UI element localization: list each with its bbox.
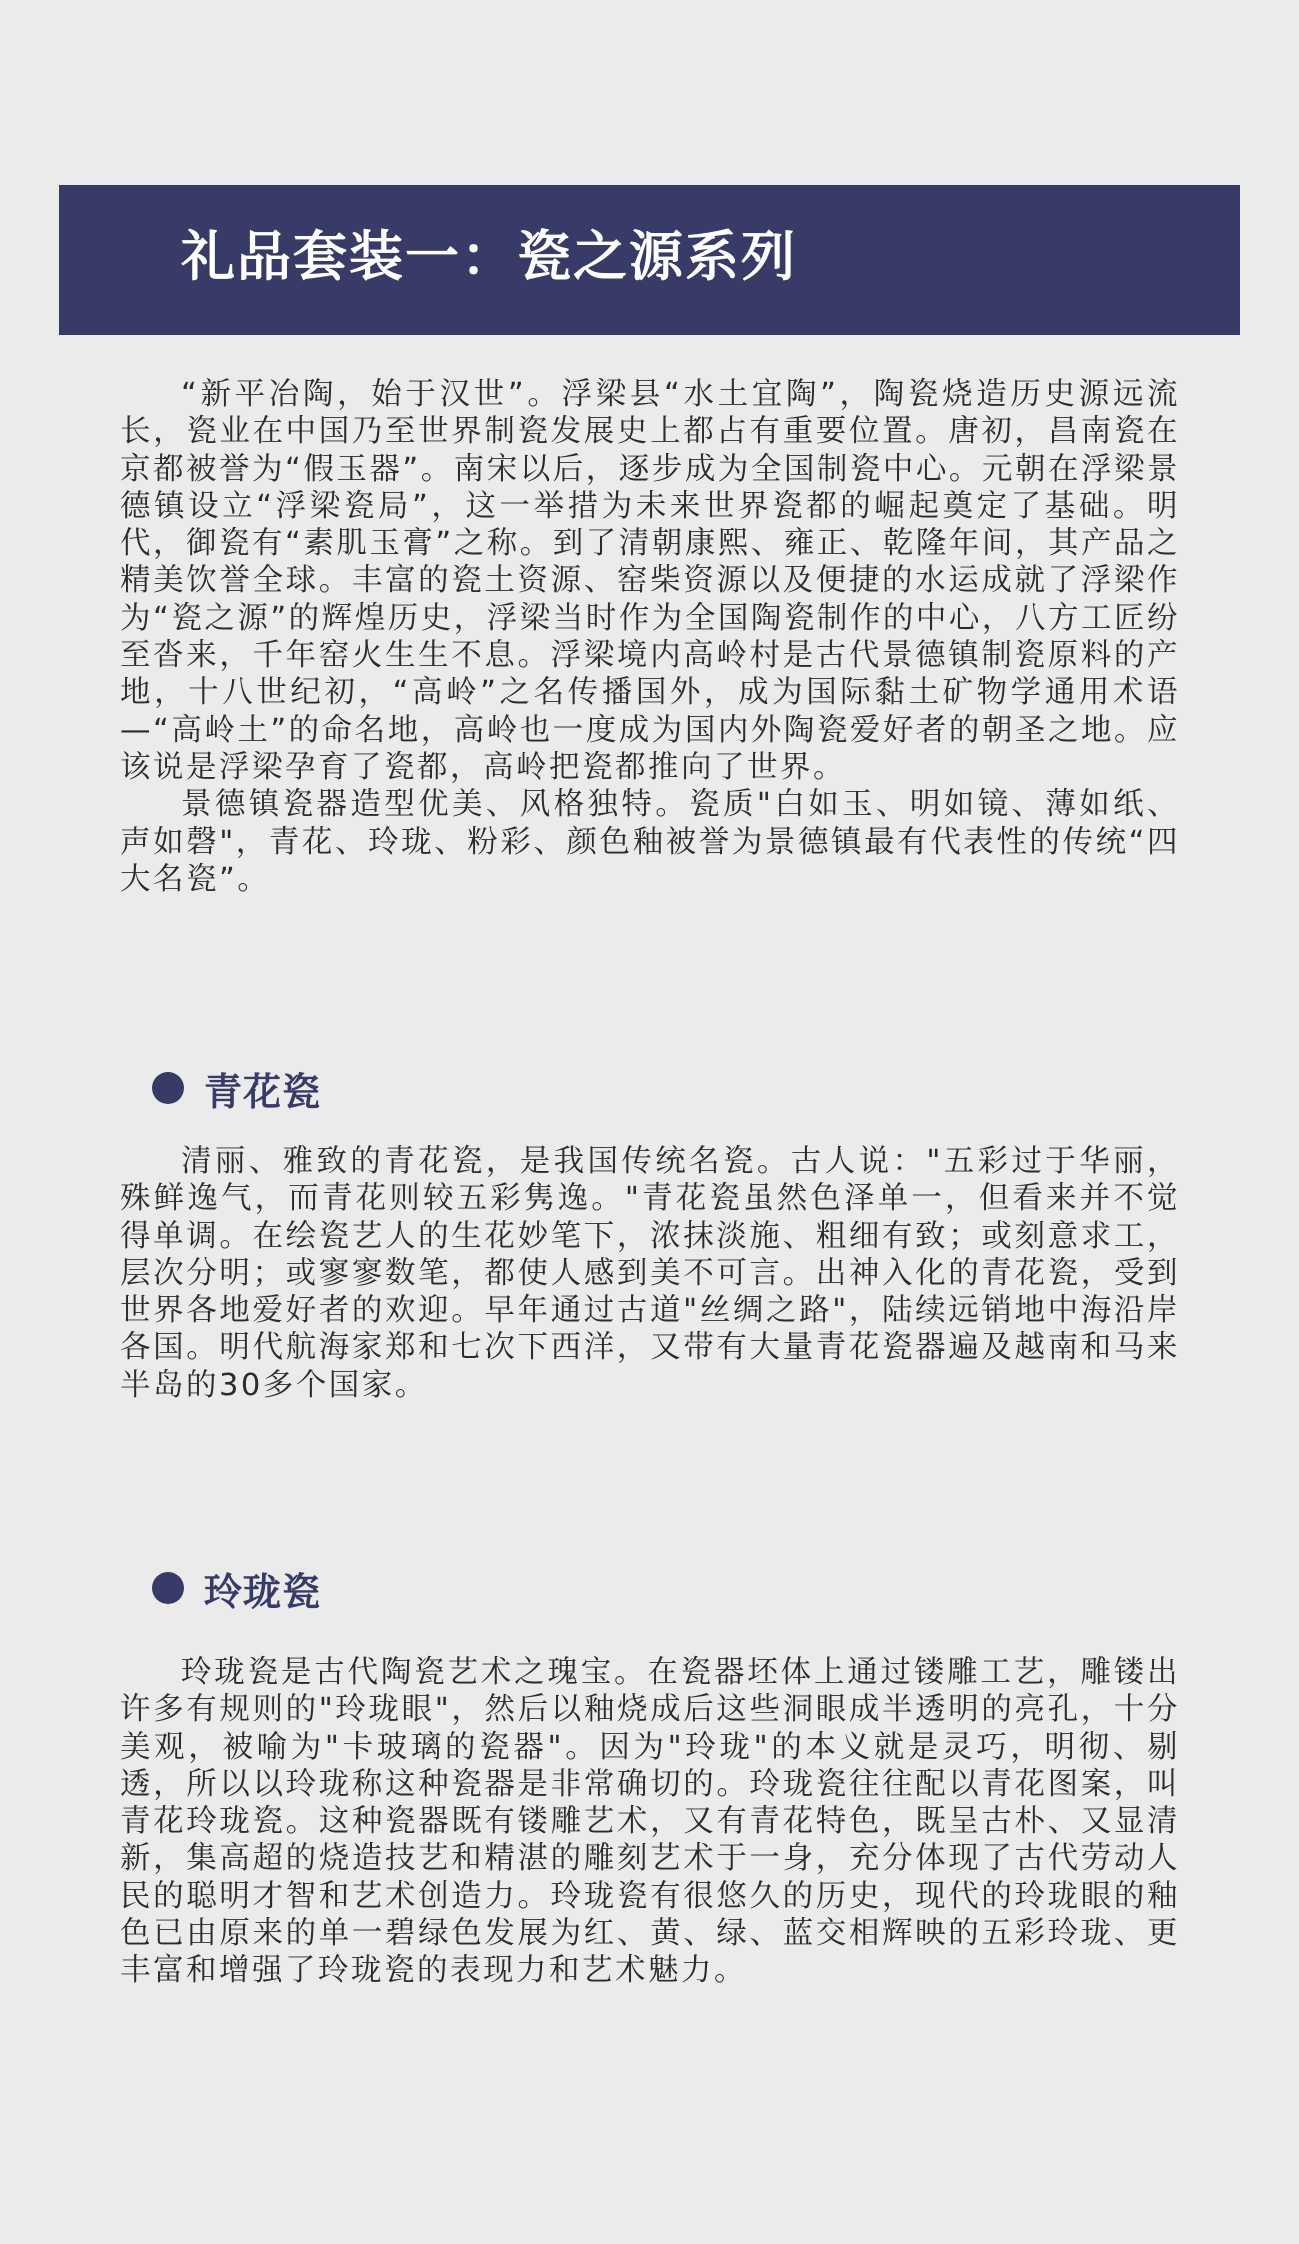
intro-text	[120, 376, 1180, 898]
section-heading-qinghua	[152, 1063, 321, 1113]
intro-paragraph-1: “新平冶陶，始于汉世”。浮梁县“水土宜陶”，陶瓷烧造历史源远流长，瓷业在中国乃至世界制瓷发展史上都占有重要位置。唐初，昌南瓷在京都被誉为“假玉器”。南宋以后，逐步成为全国制瓷中心。元朝在浮梁景德镇设立“浮梁瓷局”，这一举措为未来世界瓷都的崛起奠定了基础。明代，御瓷有“素肌玉膏”之称。到了清朝康熙、雍正、乾隆年间，其产品之精美饮誉全球。丰富的瓷土资源、窑柴资源以及便捷的水运成就了浮梁作为“瓷之源”的辉煌历史，浮梁当时作为全国陶瓷制作的中心，八方工匠纷至沓来，千年窑火生生不息。浮梁境内高岭村是古代景德镇制瓷原料的产地，十八世纪初，“高岭”之名传播国外，成为国际黏土矿物学通用术语—“高岭土”的命名地，高岭也一度成为国内外陶瓷爱好者的朝圣之地。应该说是浮梁孕育了瓷都，高岭把瓷都推向了世界。	[120, 377, 1180, 785]
section-heading-label: 青花瓷	[204, 1069, 322, 1114]
section-heading-label: 玲珑瓷	[204, 1569, 322, 1614]
section-linglong-text	[120, 1654, 1180, 1990]
title-banner	[59, 185, 1240, 335]
page-title: 礼品套装一：瓷之源系列	[181, 225, 797, 288]
bullet-icon	[152, 1072, 184, 1104]
section-heading-linglong	[152, 1563, 321, 1613]
bullet-icon	[152, 1572, 184, 1604]
intro-paragraph-2: 景德镇瓷器造型优美、风格独特。瓷质"白如玉、明如镜、薄如纸、声如磬"，青花、玲珑、粉彩、颜色釉被誉为景德镇最有代表性的传统“四大名瓷”。	[120, 787, 1180, 897]
section-qinghua-text	[120, 1143, 1180, 1404]
section-paragraph: 玲珑瓷是古代陶瓷艺术之瑰宝。在瓷器坯体上通过镂雕工艺，雕镂出许多有规则的"玲珑眼"，然后以釉烧成后这些洞眼成半透明的亮孔，十分美观，被喻为"卡玻璃的瓷器"。因为"玲珑"的本义就是灵巧，明彻、剔透，所以以玲珑称这种瓷器是非常确切的。玲珑瓷往往配以青花图案，叫青花玲珑瓷。这种瓷器既有镂雕艺术，又有青花特色，既呈古朴、又显清新，集高超的烧造技艺和精湛的雕刻艺术于一身，充分体现了古代劳动人民的聪明才智和艺术创造力。玲珑瓷有很悠久的历史，现代的玲珑眼的釉色已由原来的单一碧绿色发展为红、黄、绿、蓝交相辉映的五彩玲珑、更丰富和增强了玲珑瓷的表现力和艺术魅力。	[120, 1655, 1180, 1989]
section-paragraph: 清丽、雅致的青花瓷，是我国传统名瓷。古人说："五彩过于华丽，殊鲜逸气，而青花则较五彩隽逸。"青花瓷虽然色泽单一，但看来并不觉得单调。在绘瓷艺人的生花妙笔下，浓抹淡施、粗细有致；或刻意求工，层次分明；或寥寥数笔，都使人感到美不可言。出神入化的青花瓷，受到世界各地爱好者的欢迎。早年通过古道"丝绸之路"，陆续远销地中海沿岸各国。明代航海家郑和七次下西洋，又带有大量青花瓷器遍及越南和马来半岛的30多个国家。	[120, 1144, 1180, 1403]
